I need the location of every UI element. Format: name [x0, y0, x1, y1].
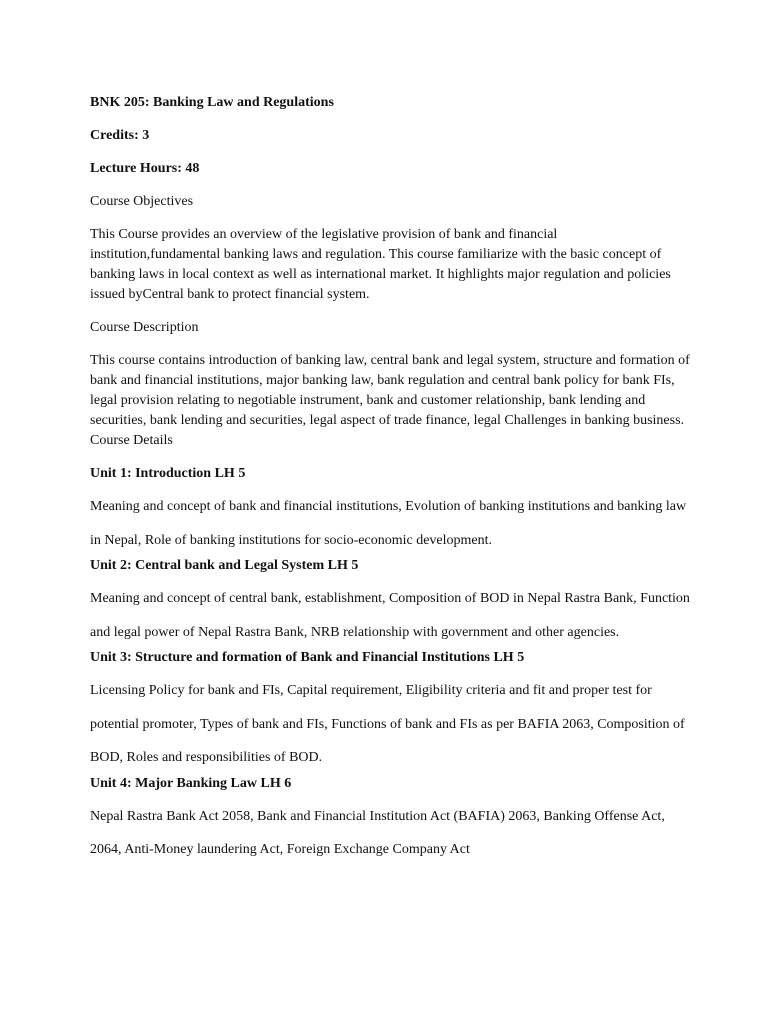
unit-2-heading: Unit 2: Central bank and Legal System LH 5 — [90, 558, 359, 573]
unit-4-heading: Unit 4: Major Banking Law LH 6 — [90, 775, 292, 791]
course-credits: Credits: 3 — [90, 128, 150, 143]
unit-1-heading: Unit 1: Introduction LH 5 — [90, 466, 246, 481]
unit-1-text: Meaning and concept of bank and financial institutions, Evolution of banking institutions and banking law in Nepal, Role of banking institutions for socio-economic development. — [90, 499, 687, 548]
objectives-text: This Course provides an overview of the legislative provision of bank and financial institution,fundamental banking laws and regulation. This course familiarize with the basic concept of banking laws in local context as well as international market. It highlights major regulation and policies issued byCentral bank to protect financial system. — [90, 227, 671, 302]
document-page — [90, 93, 690, 866]
unit-3-heading: Unit 3: Structure and formation of Bank and Financial Institutions LH 5 — [90, 650, 525, 665]
description-heading: Course Description — [90, 320, 199, 335]
course-title: BNK 205: Banking Law and Regulations — [90, 95, 334, 110]
objectives-heading: Course Objectives — [90, 194, 194, 209]
description-text: This course contains introduction of banking law, central bank and legal system, structure and formation of bank and financial institutions, major banking law, bank regulation and central bank policy for bank FIs, legal provision relating to negotiable instrument, bank and customer relationship, bank lending and securities, bank lending and securities, legal aspect of trade finance, legal Challenges in banking business. Course Details — [90, 353, 690, 448]
unit-2-text: Meaning and concept of central bank, establishment, Composition of BOD in Nepal Rastra Bank, Function and legal power of Nepal Rastra Bank, NRB relationship with government and other agencies. — [90, 591, 690, 640]
course-lecture-hours: Lecture Hours: 48 — [90, 161, 200, 176]
unit-4-text: Nepal Rastra Bank Act 2058, Bank and Financial Institution Act (BAFIA) 2063, Banking Offense Act, 2064, Anti-Money laundering Act, Foreign Exchange Company Act — [90, 808, 665, 857]
unit-3-text: Licensing Policy for bank and FIs, Capital requirement, Eligibility criteria and fit and proper test for potential promoter, Types of bank and FIs, Functions of bank and FIs as per BAFIA 2063, Composition of BOD, Roles and responsibilities of BOD. — [90, 683, 685, 765]
